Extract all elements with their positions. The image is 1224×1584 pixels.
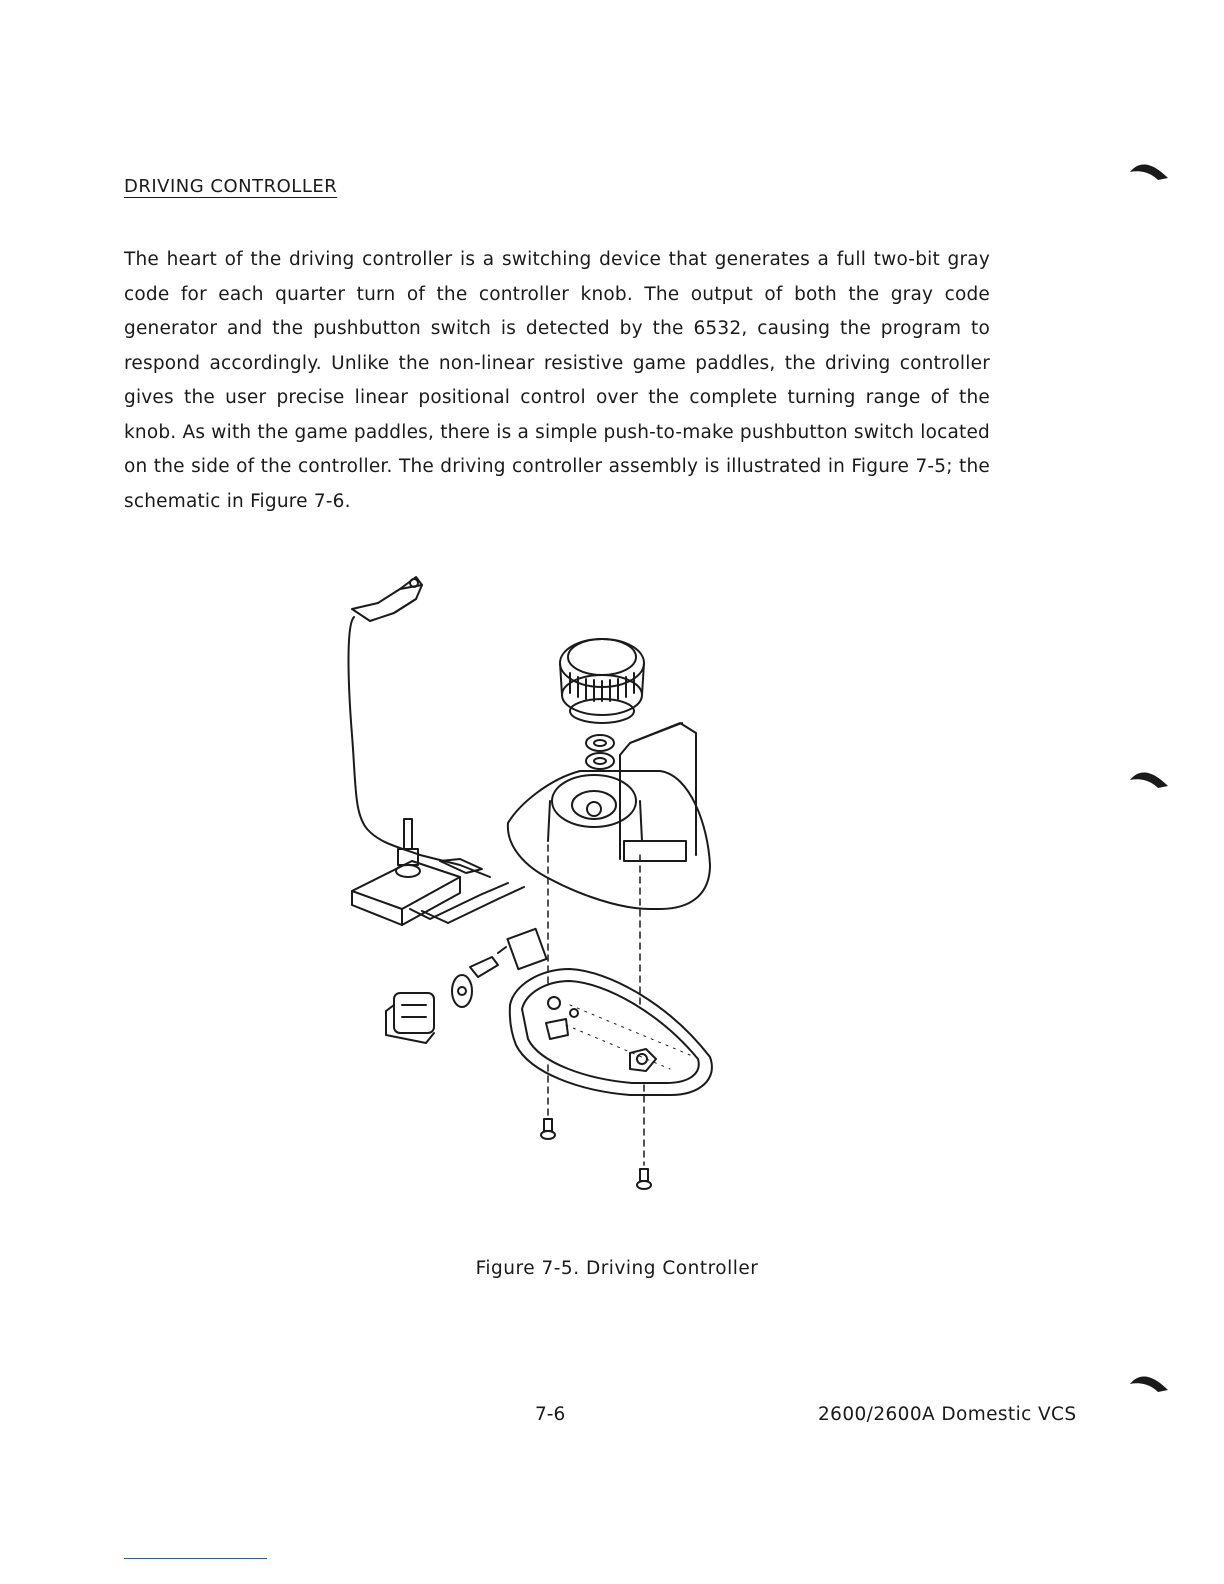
punch-mark-icon <box>1128 158 1172 182</box>
encoder-board <box>352 819 524 925</box>
base-plate <box>510 969 712 1095</box>
figure-caption: Figure 7-5. Driving Controller <box>475 1258 759 1279</box>
screw-right <box>637 1169 651 1189</box>
section-heading: DRIVING CONTROLLER <box>124 176 338 197</box>
upper-housing <box>508 723 710 909</box>
page-number: 7-6 <box>535 1404 566 1425</box>
body-paragraph: The heart of the driving controller is a switching device that generates a full two-bit gray code for each quarter turn of the controller knob. The output of both the gray code generator and the pushbutton switch is detected by the 6532, causing the program to respond accordingly. Unlike the non-linear resistive game paddles, the driving controller gives the user precise linear positional control over the complete turning range of the knob. As with the game paddles, there is a simple push-to-make pushbutton switch located on the side of the controller. The driving controller assembly is illustrated in Figure 7-5; the schematic in Figure 7-6. <box>124 249 990 512</box>
document-title: 2600/2600A Domestic VCS <box>818 1404 1077 1425</box>
punch-mark-icon <box>1128 766 1172 790</box>
washers <box>586 735 614 769</box>
connector-plug <box>352 577 422 621</box>
screw-left <box>541 1119 555 1139</box>
figure-7-5-illustration <box>330 565 730 1205</box>
footnote-rule <box>124 1558 267 1559</box>
knob-cap <box>560 639 644 723</box>
punch-mark-icon <box>1128 1370 1172 1394</box>
